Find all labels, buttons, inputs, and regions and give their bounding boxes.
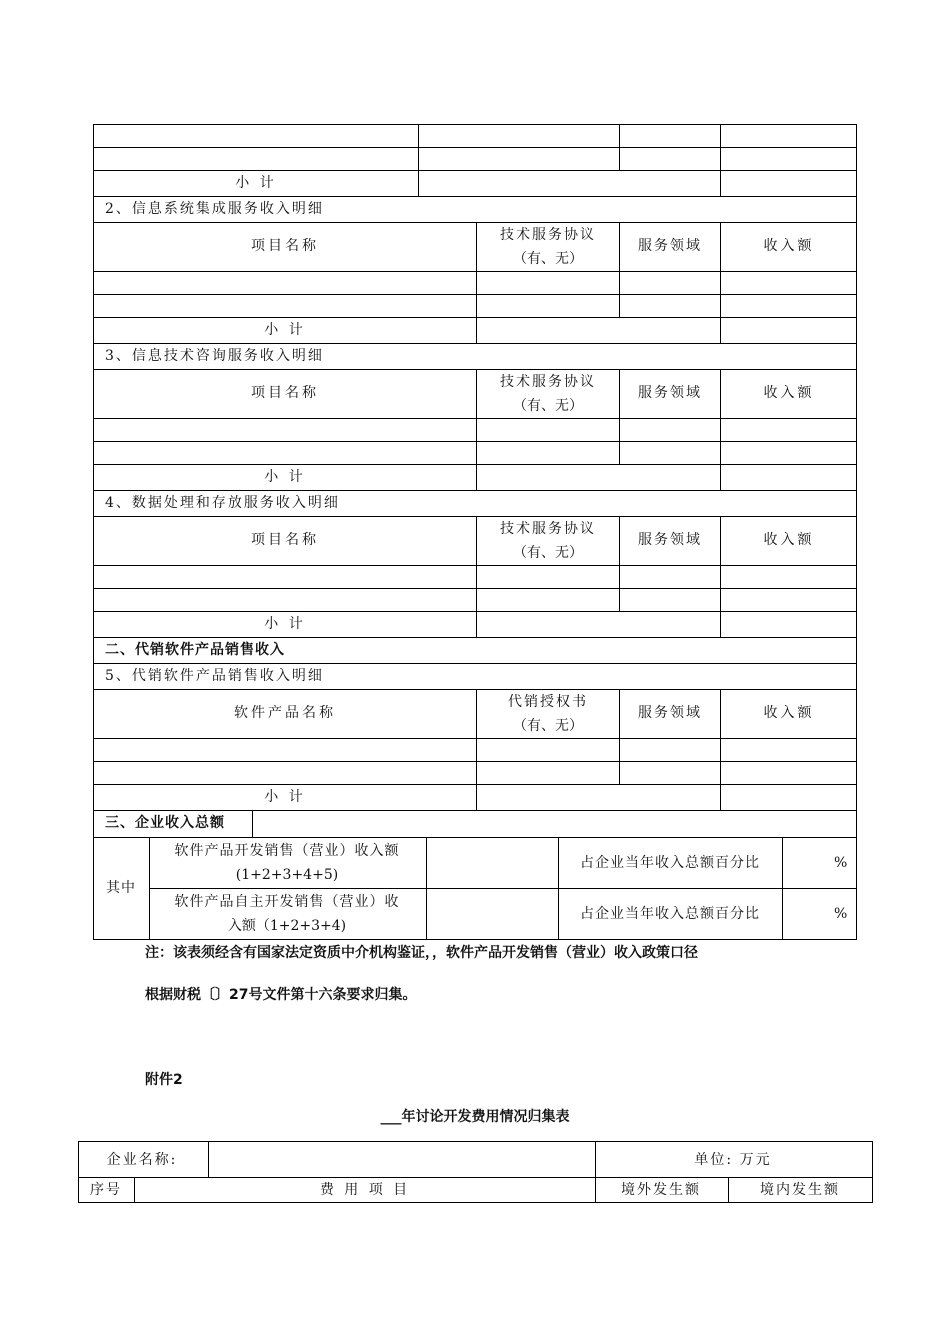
rule: [418, 124, 419, 196]
year-blank: ___: [380, 1109, 402, 1125]
rule: [476, 689, 477, 810]
rule: [93, 196, 857, 197]
note-line-2: 根据财税〔〕27号文件第十六条要求归集。: [145, 987, 417, 1003]
rule: [93, 369, 857, 370]
of-which-label: 其中: [106, 880, 136, 896]
rule: [93, 222, 857, 223]
subtotal-label: 小 计: [264, 469, 306, 485]
col-expense-item: 费 用 项 目: [319, 1182, 411, 1198]
section-3-title: 3、信息技术咨询服务收入明细: [105, 348, 324, 364]
header-agreement-sub: （有、无）: [513, 251, 583, 267]
percent-sign: %: [834, 906, 848, 922]
rule: [93, 124, 857, 125]
header-project-name: 项目名称: [251, 532, 319, 548]
self-dev-sales-formula: 入额（1+2+3+4): [227, 918, 347, 934]
percent-of-total-label: 占企业当年收入总额百分比: [580, 855, 760, 871]
rule: [93, 588, 857, 589]
rule: [93, 939, 857, 940]
rule: [93, 271, 857, 272]
part-2-title: 二、代销软件产品销售收入: [105, 642, 285, 658]
header-authorization-sub: （有、无）: [513, 718, 583, 734]
header-authorization: 代销授权书: [508, 694, 588, 710]
rule: [93, 418, 857, 419]
header-agreement: 技术服务协议: [500, 374, 596, 390]
part-3-title: 三、企业收入总额: [105, 815, 225, 831]
dev-sales-formula: (1+2+3+4+5): [235, 867, 339, 883]
rule: [720, 369, 721, 490]
attachment-label: 附件2: [145, 1072, 183, 1088]
self-dev-sales-label: 软件产品自主开发销售（营业）收: [174, 894, 400, 910]
expense-table-title: [381, 1110, 570, 1124]
rule: [93, 343, 857, 344]
subtotal-label: 小 计: [264, 322, 306, 338]
header-domain: 服务领域: [638, 705, 702, 721]
rule: [856, 124, 857, 940]
rule: [595, 1141, 596, 1203]
dev-sales-label: 软件产品开发销售（营业）收入额: [174, 843, 400, 859]
rule: [720, 222, 721, 343]
rule: [93, 611, 857, 612]
percent-sign: %: [834, 855, 848, 871]
rule: [720, 516, 721, 637]
rule: [476, 516, 477, 637]
header-agreement-sub: （有、无）: [513, 545, 583, 561]
rule: [252, 810, 253, 837]
header-agreement: 技术服务协议: [500, 521, 596, 537]
company-name-label: 企业名称:: [106, 1152, 178, 1168]
header-domain: 服务领域: [638, 238, 702, 254]
rule: [558, 837, 559, 939]
header-software-name: 软件产品名称: [234, 705, 336, 721]
header-domain: 服务领域: [638, 385, 702, 401]
rule: [93, 689, 857, 690]
rule: [93, 317, 857, 318]
col-seq: 序号: [90, 1182, 122, 1198]
subtotal-label: 小 计: [235, 175, 277, 191]
rule: [93, 294, 857, 295]
rule: [78, 1177, 873, 1178]
header-income: 收入额: [763, 238, 815, 254]
col-overseas-amount: 境外发生额: [621, 1182, 701, 1198]
rule: [93, 464, 857, 465]
rule: [720, 689, 721, 810]
rule: [93, 147, 857, 148]
rule: [93, 761, 857, 762]
rule: [619, 124, 620, 170]
rule: [93, 565, 857, 566]
rule: [619, 689, 620, 784]
subtotal-label: 小 计: [264, 789, 306, 805]
rule: [93, 170, 857, 171]
rule: [93, 490, 857, 491]
rule: [619, 516, 620, 611]
rule: [78, 1141, 79, 1203]
rule: [134, 1177, 135, 1203]
header-income: 收入额: [763, 532, 815, 548]
header-project-name: 项目名称: [251, 238, 319, 254]
rule: [476, 222, 477, 343]
unit-label: 单位: 万元: [694, 1152, 772, 1168]
note-line-1: 注：该表须经含有国家法定资质中介机构鉴证，，软件产品开发销售（营业）收入政策口径: [145, 945, 698, 961]
header-income: 收入额: [763, 705, 815, 721]
rule: [782, 837, 783, 939]
header-agreement-sub: （有、无）: [513, 398, 583, 414]
rule: [149, 837, 150, 939]
section-4-title: 4、数据处理和存放服务收入明细: [105, 495, 340, 511]
header-project-name: 项目名称: [251, 385, 319, 401]
rule: [93, 441, 857, 442]
rule: [78, 1141, 873, 1142]
rule: [728, 1177, 729, 1203]
rule: [619, 369, 620, 464]
subtotal-label: 小 计: [264, 616, 306, 632]
rule: [93, 124, 94, 940]
rule: [93, 810, 857, 811]
rule: [93, 663, 857, 664]
rule: [208, 1141, 209, 1177]
rule: [476, 369, 477, 490]
rule: [619, 222, 620, 317]
rule: [93, 784, 857, 785]
title-text: 年讨论开发费用情况归集表: [401, 1109, 570, 1125]
rule: [872, 1141, 873, 1203]
rule: [720, 124, 721, 196]
rule: [93, 738, 857, 739]
rule: [93, 516, 857, 517]
header-agreement: 技术服务协议: [500, 227, 596, 243]
header-domain: 服务领域: [638, 532, 702, 548]
rule: [78, 1202, 873, 1203]
rule: [93, 837, 857, 838]
rule: [426, 837, 427, 939]
percent-of-total-label: 占企业当年收入总额百分比: [580, 906, 760, 922]
company-name-field[interactable]: [212, 1145, 592, 1174]
header-income: 收入额: [763, 385, 815, 401]
rule: [93, 637, 857, 638]
section-2-title: 2、信息系统集成服务收入明细: [105, 201, 324, 217]
rule: [149, 888, 857, 889]
col-domestic-amount: 境内发生额: [760, 1182, 840, 1198]
section-5-title: 5、代销软件产品销售收入明细: [105, 668, 324, 684]
